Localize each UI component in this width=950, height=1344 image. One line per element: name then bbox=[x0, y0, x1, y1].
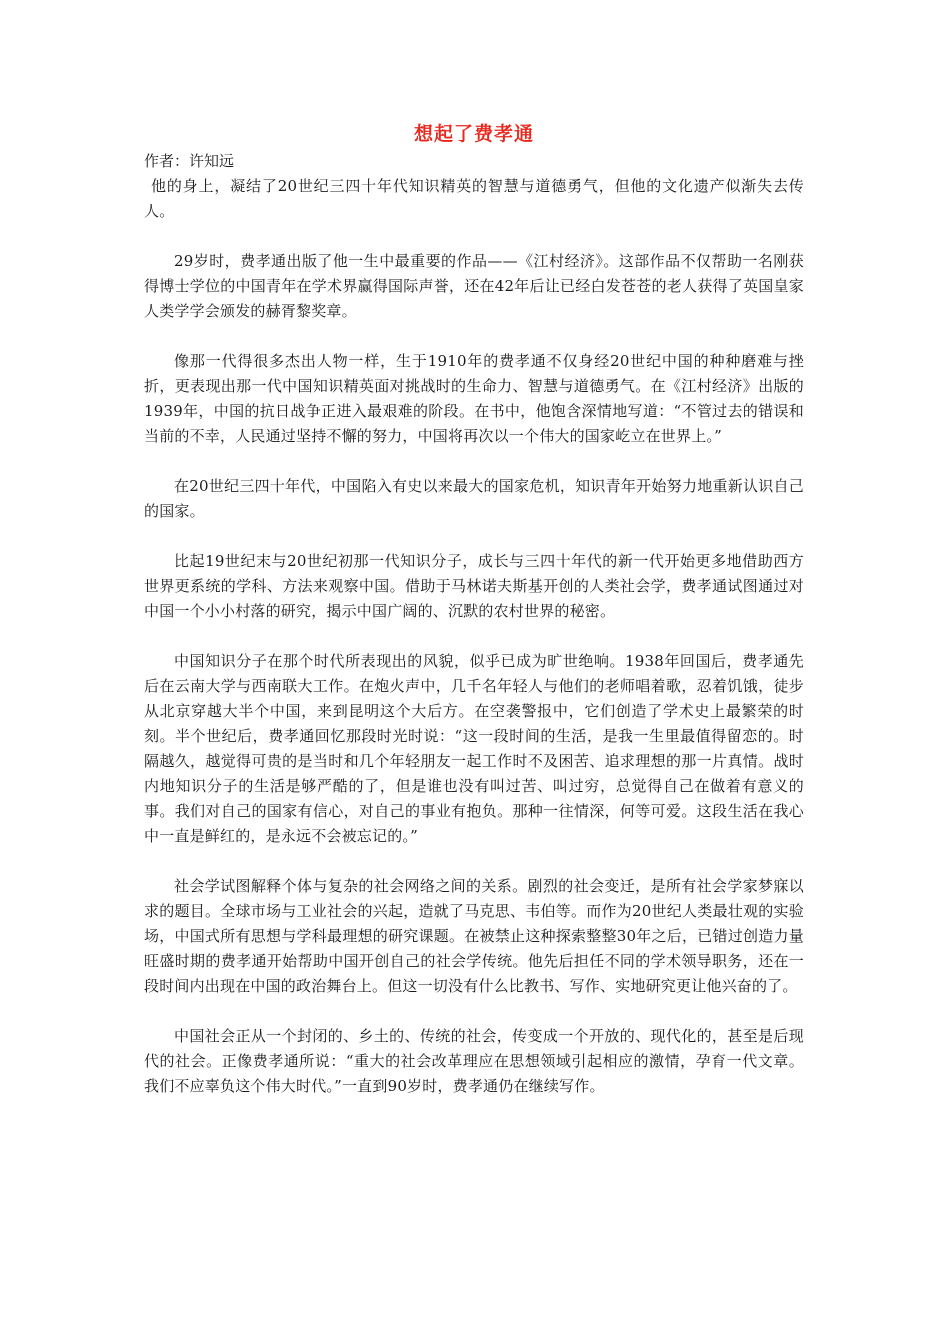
paragraph: 社会学试图解释个体与复杂的社会网络之间的关系。剧烈的社会变迁，是所有社会学家梦寐以求的题目。全球市场与工业社会的兴起，造就了马克思、韦伯等。而作为20世纪人类最壮观的实验场，中国式所有思想与学科最理想的研究课题。在被禁止这种探索整整30年之后，已错过创造力量旺盛时期的费孝通开始帮助中国开创自己的社会学传统。他先后担任不同的学术领导职务，还在一段时间内出现在中国的政治舞台上。但这一切没有什么比教书、写作、实地研究更让他兴奋的了。 bbox=[144, 877, 804, 995]
paragraph: 中国社会正从一个封闭的、乡土的、传统的社会，传变成一个开放的、现代化的，甚至是后现代的社会。正像费孝通所说：“重大的社会改革理应在思想领域引起相应的激情，孕育一代文章。我们不应辜负这个伟大时代。”一直到90岁时，费孝通仍在继续写作。 bbox=[144, 1027, 804, 1095]
paragraph-spacer bbox=[144, 524, 804, 549]
author-line: 作者：许知远 bbox=[144, 152, 235, 170]
paragraph-spacer bbox=[144, 849, 804, 874]
paragraph-spacer bbox=[144, 324, 804, 349]
document-page bbox=[144, 120, 804, 1099]
paragraph-spacer bbox=[144, 449, 804, 474]
paragraph: 像那一代得很多杰出人物一样，生于1910年的费孝通不仅身经20世纪中国的种种磨难与挫折，更表现出那一代中国知识精英面对挑战时的生命力、智慧与道德勇气。在《江村经济》出版的1939年，中国的抗日战争正进入最艰难的阶段。在书中，他饱含深情地写道：“不管过去的错误和当前的不幸，人民通过坚持不懈的努力，中国将再次以一个伟大的国家屹立在世界上。” bbox=[144, 352, 804, 445]
paragraph-spacer bbox=[144, 624, 804, 649]
paragraph-spacer bbox=[144, 999, 804, 1024]
paragraph: 比起19世纪末与20世纪初那一代知识分子，成长与三四十年代的新一代开始更多地借助西方世界更系统的学科、方法来观察中国。借助于马林诺夫斯基开创的人类社会学，费孝通试图通过对中国一个小小村落的研究，揭示中国广阔的、沉默的农村世界的秘密。 bbox=[144, 552, 804, 620]
article-title: 想起了费孝通 bbox=[413, 123, 534, 145]
paragraph: 中国知识分子在那个时代所表现出的风貌，似乎已成为旷世绝响。1938年回国后，费孝通先后在云南大学与西南联大工作。在炮火声中，几千名年轻人与他们的老师唱着歌，忍着饥饿，徒步从北京穿越大半个中国，来到昆明这个大后方。在空袭警报中，它们创造了学术史上最繁荣的时刻。半个世纪后，费孝通回忆那段时光时说：“这一段时间的生活，是我一生里最值得留恋的。时隔越久，越觉得可贵的是当时和几个年轻朋友一起工作时不及困苦、追求理想的那一片真情。战时内地知识分子的生活是够严酷的了，但是谁也没有叫过苦、叫过穷，总觉得自己在做着有意义的事。我们对自己的国家有信心，对自己的事业有抱负。那种一往情深，何等可爱。这段生活在我心中一直是鲜红的，是永远不会被忘记的。” bbox=[144, 652, 804, 845]
paragraph: 在20世纪三四十年代，中国陷入有史以来最大的国家危机，知识青年开始努力地重新认识自己的国家。 bbox=[144, 477, 804, 520]
paragraph: 他的身上，凝结了20世纪三四十年代知识精英的智慧与道德勇气，但他的文化遗产似渐失去传人。 bbox=[144, 177, 804, 220]
paragraph-spacer bbox=[144, 224, 804, 249]
paragraph: 29岁时，费孝通出版了他一生中最重要的作品——《江村经济》。这部作品不仅帮助一名刚获得博士学位的中国青年在学术界赢得国际声誉，还在42年后让已经白发苍苍的老人获得了英国皇家人类学学会颁发的赫胥黎奖章。 bbox=[144, 252, 804, 320]
